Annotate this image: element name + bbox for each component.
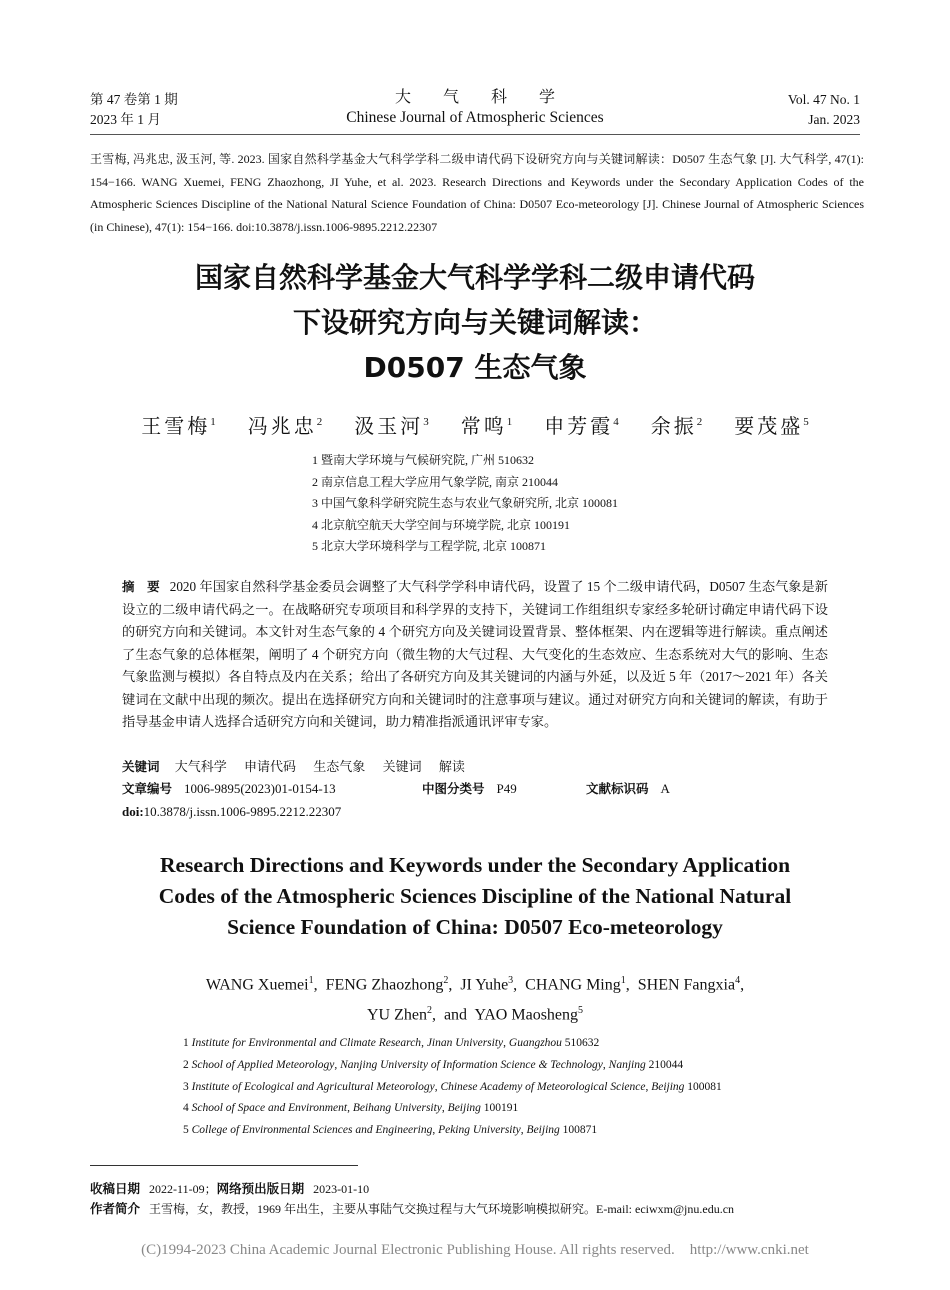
affiliation-en: 4 School of Space and Environment, Beihang University, Beijing 100191 [183,1102,519,1115]
author-cn [734,416,809,438]
affiliation-en: 5 College of Environmental Sciences and Engineering, Peking University, Beijing 100871 [183,1124,598,1137]
received-label: 收稿日期 [90,1181,141,1196]
bio-label: 作者简介 [90,1201,141,1216]
author-cn [248,416,323,438]
date-cn: 2023 年 1 月 [90,112,161,127]
author-cn-name: 汲玉河 [354,416,424,438]
author-en-sup: 2 [426,1005,432,1017]
article-id-label: 文章编号 [122,781,173,796]
author-cn-name: 申芳霞 [544,416,614,438]
affiliation-cn: 4 北京航空航天大学空间与环境学院, 北京 100191 [312,517,571,532]
author-en-sup: 3 [508,975,514,986]
author-en: CHANG Ming [525,976,621,994]
header-right [788,90,860,130]
affiliation-en: 2 School of Applied Meteorology, Nanjing University of Information Science & Technology, Nanjing 210044 [183,1058,684,1071]
date-en: Jan. 2023 [808,112,860,127]
footnote-bio [90,1199,734,1219]
author-cn-name: 冯兆忠 [247,416,317,438]
authors-en-line2: YU Zhen$^2$, and YAO Maosheng$^5$ [366,1005,584,1024]
title-cn-line3: D0507 生态气象 [363,351,587,384]
authors-en-line1: WANG Xuemei$^1$, FENG Zhaozhong$^2$, JI Yuhe$^3$, CHANG Ming$^1$, SHEN Fangxia$^4$, [205,975,745,994]
author-cn [651,416,703,438]
doi-row [122,801,341,823]
keywords-label: 关键词 [122,759,160,774]
volume-en: Vol. 47 No. 1 [787,92,860,107]
bio-value: 王雪梅，女，教授，1969 年出生，主要从事陆气交换过程与大气环境影响模拟研究。E-mail: eciwxm@jnu.edu.cn [149,1202,735,1216]
affiliation-cn: 1 暨南大学环境与气候研究院, 广州 510632 [312,453,535,467]
doc-code-value: A [660,781,670,796]
doc-code-row [586,778,670,800]
author-cn [461,416,513,438]
author-en-sup: 1 [308,975,314,986]
author-cn-sup: 5 [803,416,809,428]
affiliation-cn: 2 南京信息工程大学应用气象学院, 南京 210044 [312,474,559,489]
author-cn-sup: 1 [210,416,216,428]
author-en: JI Yuhe [460,976,509,994]
author-en-sup: 1 [620,975,626,986]
affiliation-en: 3 Institute of Ecological and Agricultural Meteorology, Chinese Academy of Meteorological Science, Beijing 100081 [183,1080,722,1093]
authors-en [0,968,950,1029]
article-id-value: 1006-9895(2023)01-0154-13 [184,781,336,796]
author-en: YAO Maosheng [474,1006,579,1024]
author-cn-name: 王雪梅 [141,416,211,438]
abstract [122,576,828,734]
online-value: 2023-01-10 [313,1182,370,1196]
copyright-line: (C)1994-2023 China Academic Journal Electronic Publishing House. All rights reserved. http://www.cnki.net [141,1242,809,1258]
author-cn-name: 余振 [650,416,697,438]
affiliation-cn: 5 北京大学环境科学与工程学院, 北京 100871 [312,539,547,553]
volume-cn: 第 47 卷第 1 期 [90,92,178,107]
author-cn [141,416,216,438]
author-cn-sup: 2 [316,416,323,428]
abstract-label: 摘 要 [122,579,160,594]
affiliation-cn: 3 中国气象科学研究院生态与农业气象研究所, 北京 100081 [312,496,619,510]
author-en-and: and [443,1006,468,1024]
title-en-line3: Science Foundation of China: D0507 Eco-meteorology [227,915,723,939]
affiliations-en [183,1033,722,1142]
author-cn-sup: 2 [696,416,703,428]
title-cn [0,255,950,390]
header-rule [90,134,860,135]
title-en-line1: Research Directions and Keywords under the Secondary Application [159,853,791,877]
article-id-row [122,778,336,800]
doi-link[interactable]: 10.3878/j.issn.1006-9895.2212.22307 [143,804,342,819]
citation-doi-link[interactable]: 10.3878/j.issn.1006-9895.2212.22307 [254,219,438,234]
journal-name-cn: 大 气 科 学 [394,89,569,106]
authors-cn [0,410,950,439]
affiliation-en: 1 Institute for Environmental and Climate Research, Jinan University, Guangzhou 510632 [183,1037,600,1049]
keyword-item: 关键词 [382,759,422,774]
author-en: YU Zhen [366,1006,427,1024]
clc-row [422,778,517,800]
author-en: WANG Xuemei [205,976,309,994]
footnote-dates: 收稿日期 2022-11-09；网络预出版日期 2023-01-10 [90,1181,370,1196]
citation-block [90,148,864,238]
author-en-sup: 5 [578,1005,584,1017]
author-cn-sup: 1 [506,416,513,428]
affiliations-cn [312,450,618,558]
keywords-row [122,756,479,778]
title-en-line2: Codes of the Atmospheric Sciences Discipline of the National Natural [158,884,792,908]
title-cn-line2: 下设研究方向与关键词解读： [292,306,657,339]
clc-value: P49 [496,781,517,796]
author-cn-name: 要茂盛 [734,416,804,438]
citation-text: 王雪梅, 冯兆忠, 汲玉河, 等. 2023. 国家自然科学基金大气科学学科二级申请代码下设研究方向与关键词解读：D0507 生态气象 [J]. 大气科学, 47(1): 154−166. WANG Xuemei, FENG Zhaozhong, JI Yuhe, et al. 2023. Research Directions and Keywords under the Secondary Application Codes of the Atmospheric Sciences Discipline of the National Natural Science Foundation of China: D0507 Eco-meteorology [J]. Chinese Journal of Atmospheric Sciences (in Chinese), 47(1): 154−166. doi: [90,152,864,234]
doc-code-label: 文献标识码 [586,781,649,796]
online-label: 网络预出版日期 [216,1181,305,1196]
footnote-rule [90,1165,358,1166]
author-cn [544,416,619,438]
author-en: SHEN Fangxia [637,976,736,994]
author-en-sup: 2 [443,975,449,986]
keyword-item: 解读 [438,759,465,774]
doi-label: doi: [122,804,144,819]
keyword-item: 大气科学 [174,759,227,774]
title-cn-line1: 国家自然科学基金大气科学学科二级申请代码 [194,261,755,294]
received-value: 2022-11-09 [149,1182,205,1196]
author-en: FENG Zhaozhong [325,976,444,994]
author-cn-sup: 4 [613,416,619,428]
title-en [0,850,950,943]
keyword-item: 生态气象 [313,759,366,774]
author-cn [354,416,429,438]
journal-name-en: Chinese Journal of Atmospheric Sciences [346,109,604,126]
clc-label: 中图分类号 [422,781,485,796]
author-cn-sup: 3 [423,416,429,428]
author-cn-name: 常鸣 [460,416,507,438]
keyword-item: 申请代码 [244,759,297,774]
author-en-sup: 4 [735,975,741,986]
abstract-text: 2020 年国家自然科学基金委员会调整了大气科学学科申请代码，设置了 15 个二级申请代码，D0507 生态气象是新设立的二级申请代码之一。在战略研究专项项目和科学界的支持下，关键词工作组组织专家经多轮研讨确定申请代码下设的研究方向和关键词。本文针对生态气象的 4 个研究方向及关键词设置背景、整体框架、内在逻辑等进行解读。重点阐述了生态气象的总体框架，阐明了 4 个研究方向（微生物的大气过程、大气变化的生态效应、生态系统对大气的影响、生态气象监测与模拟）各自特点及内在关系；给出了各研究方向及其关键词的内涵与外延，以及近 5 年（2017～2021 年）各关键词在文献中出现的频次。提出在选择研究方向和关键词时的注意事项与建议。通过对研究方向和关键词的解读，有助于指导基金申请人选择合适研究方向和关键词，助力精准指派通讯评审专家。 [122,579,828,729]
